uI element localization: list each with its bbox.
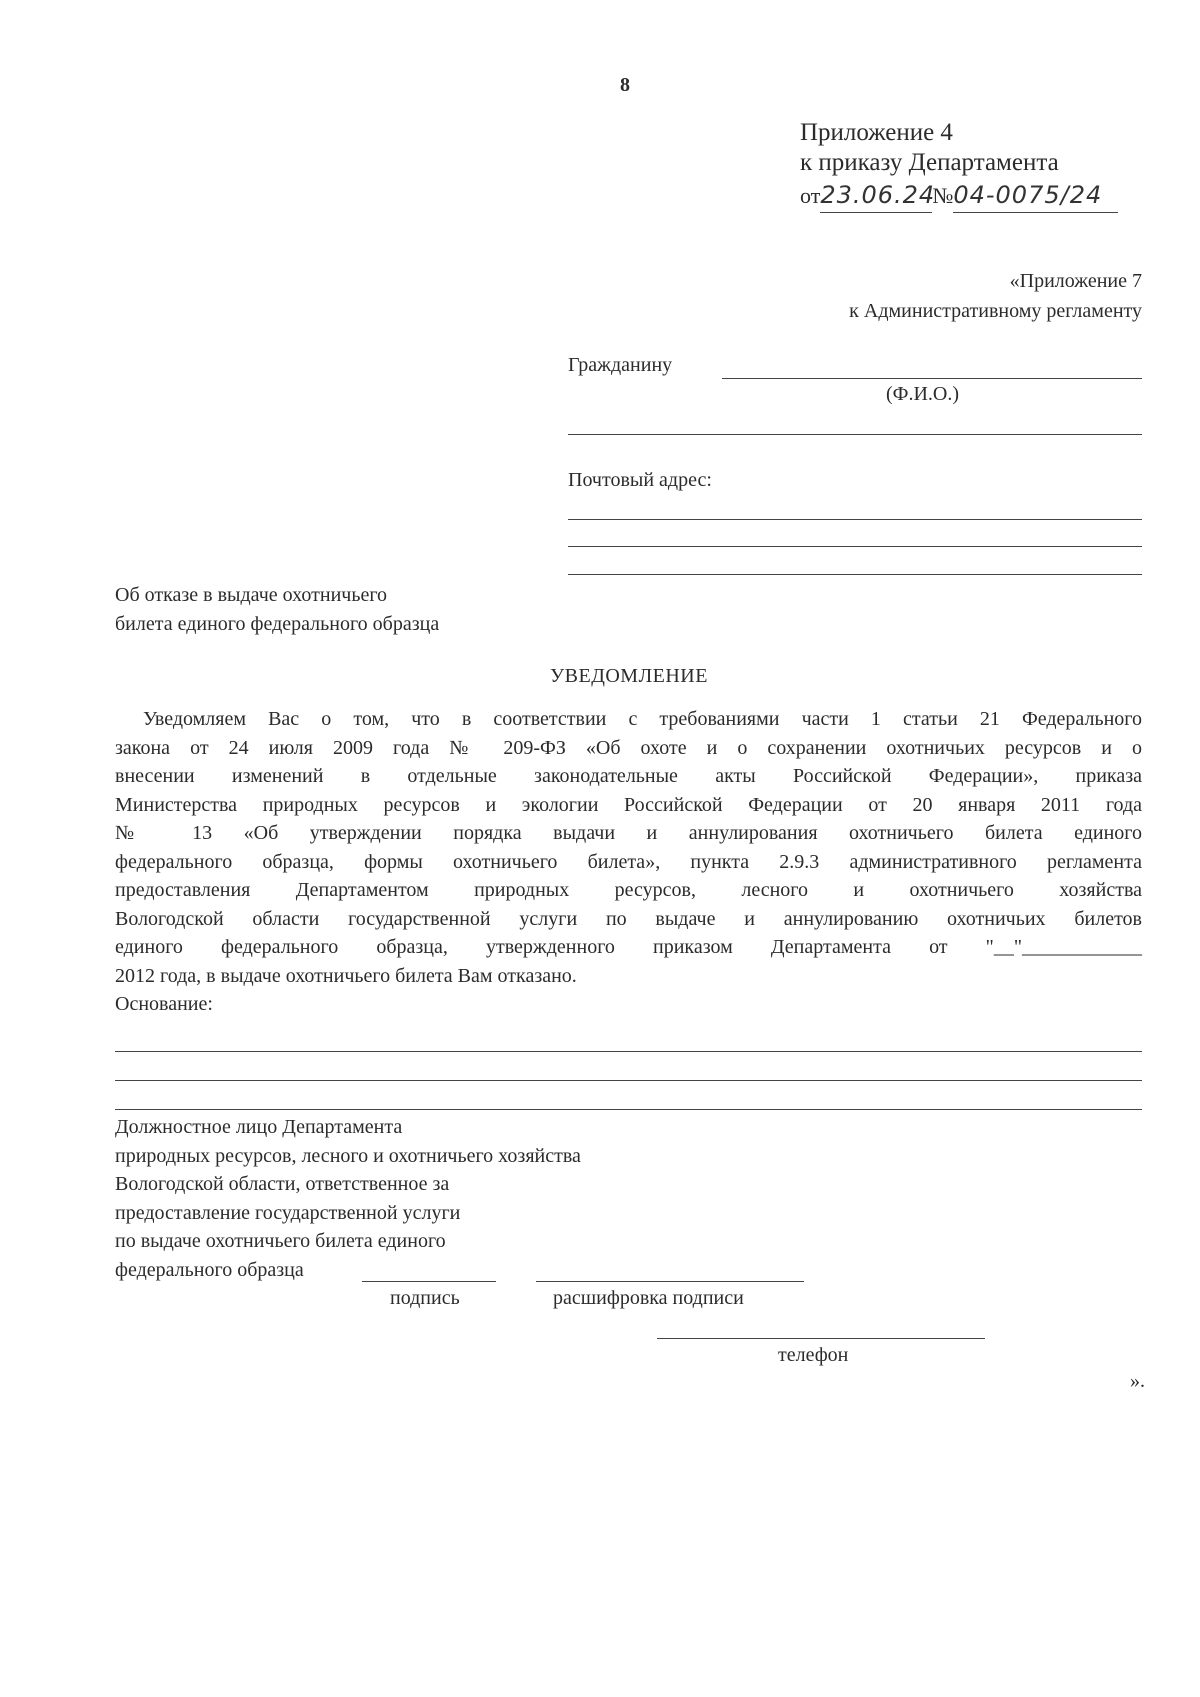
citizen-name-line	[722, 378, 1142, 379]
attachment-4-block	[800, 118, 1160, 212]
citizen-label: Гражданину	[568, 354, 673, 376]
body-line: Министерства природных ресурсов и экологии Российской Федерации от 20 января 2011 года	[115, 793, 1142, 816]
subject-line-2: билета единого федерального образца	[115, 613, 440, 635]
phone-line	[657, 1338, 985, 1339]
body-line: закона от 24 июля 2009 года № 209-ФЗ «Об охоте и о сохранении охотничьих ресурсов и о	[115, 736, 1142, 759]
official-line: по выдаче охотничьего билета единого	[115, 1230, 446, 1252]
attachment-4-date-number-line	[800, 178, 1160, 212]
body-line: федерального образца, формы охотничьего билета», пункта 2.9.3 административного регламента	[115, 850, 1142, 873]
signature-line	[362, 1281, 496, 1282]
basis-label: Основание:	[115, 993, 213, 1015]
body-line: Вологодской области государственной услуги по выдаче и аннулированию охотничьих билетов	[115, 907, 1142, 930]
basis-line-1	[115, 1051, 1142, 1052]
official-line: Вологодской области, ответственное за	[115, 1173, 450, 1195]
subject-block	[115, 581, 439, 639]
page-number: 8	[620, 74, 630, 96]
body-line: Уведомляем Вас о том, что в соответствии с требованиями части 1 статьи 21 Федерального	[143, 708, 1142, 730]
fio-label: (Ф.И.О.)	[886, 383, 960, 405]
postal-address-line-3	[568, 574, 1142, 575]
signature-decoding-line	[536, 1281, 804, 1282]
official-line: Должностное лицо Департамента	[115, 1116, 403, 1138]
body-line: единого федерального образца, утвержденного приказом Департамента от "__"____________	[115, 936, 1142, 958]
body-last-line: 2012 года, в выдаче охотничьего билета Вам отказано.	[115, 964, 577, 987]
signature-decoding-label: расшифровка подписи	[553, 1287, 744, 1309]
from-label: от	[800, 183, 821, 208]
attachment-4-title: Приложение 4	[800, 119, 953, 146]
official-line: природных ресурсов, лесного и охотничьего хозяйства	[115, 1144, 581, 1167]
subject-line-1: Об отказе в выдаче охотничьего	[115, 584, 388, 606]
basis-line-2	[115, 1080, 1142, 1081]
basis-line-3	[115, 1109, 1142, 1110]
order-number-handwritten: 04-0075/24	[953, 178, 1118, 213]
body-line: № 13 «Об утверждении порядка выдачи и аннулирования охотничьего билета единого	[115, 822, 1142, 844]
attachment-7-block	[849, 266, 1142, 326]
official-line: федерального образца	[115, 1258, 304, 1281]
postal-address-line-2	[568, 546, 1142, 547]
signature-label: подпись	[390, 1287, 460, 1309]
number-label: №	[932, 183, 954, 208]
citizen-name-line-2	[568, 434, 1142, 435]
closing-quote-mark: ».	[1130, 1370, 1145, 1392]
postal-address-line-1	[568, 519, 1142, 520]
postal-address-label: Почтовый адрес:	[568, 469, 712, 491]
official-block	[115, 1113, 581, 1284]
notice-heading: УВЕДОМЛЕНИЕ	[550, 665, 708, 687]
phone-label: телефон	[778, 1344, 849, 1366]
body-line: внесении изменений в отдельные законодательные акты Российской Федерации», приказа	[115, 765, 1142, 787]
attachment-4-to-order: к приказу Департамента	[800, 149, 1059, 176]
attachment-7-title: «Приложение 7	[1009, 270, 1142, 292]
order-date-handwritten: 23.06.24	[820, 178, 932, 213]
body-line: предоставления Департаментом природных ресурсов, лесного и охотничьего хозяйства	[115, 879, 1142, 901]
notice-body	[115, 705, 1142, 1019]
attachment-7-to-regulation: к Административному регламенту	[849, 300, 1142, 322]
official-line: предоставление государственной услуги	[115, 1201, 461, 1224]
